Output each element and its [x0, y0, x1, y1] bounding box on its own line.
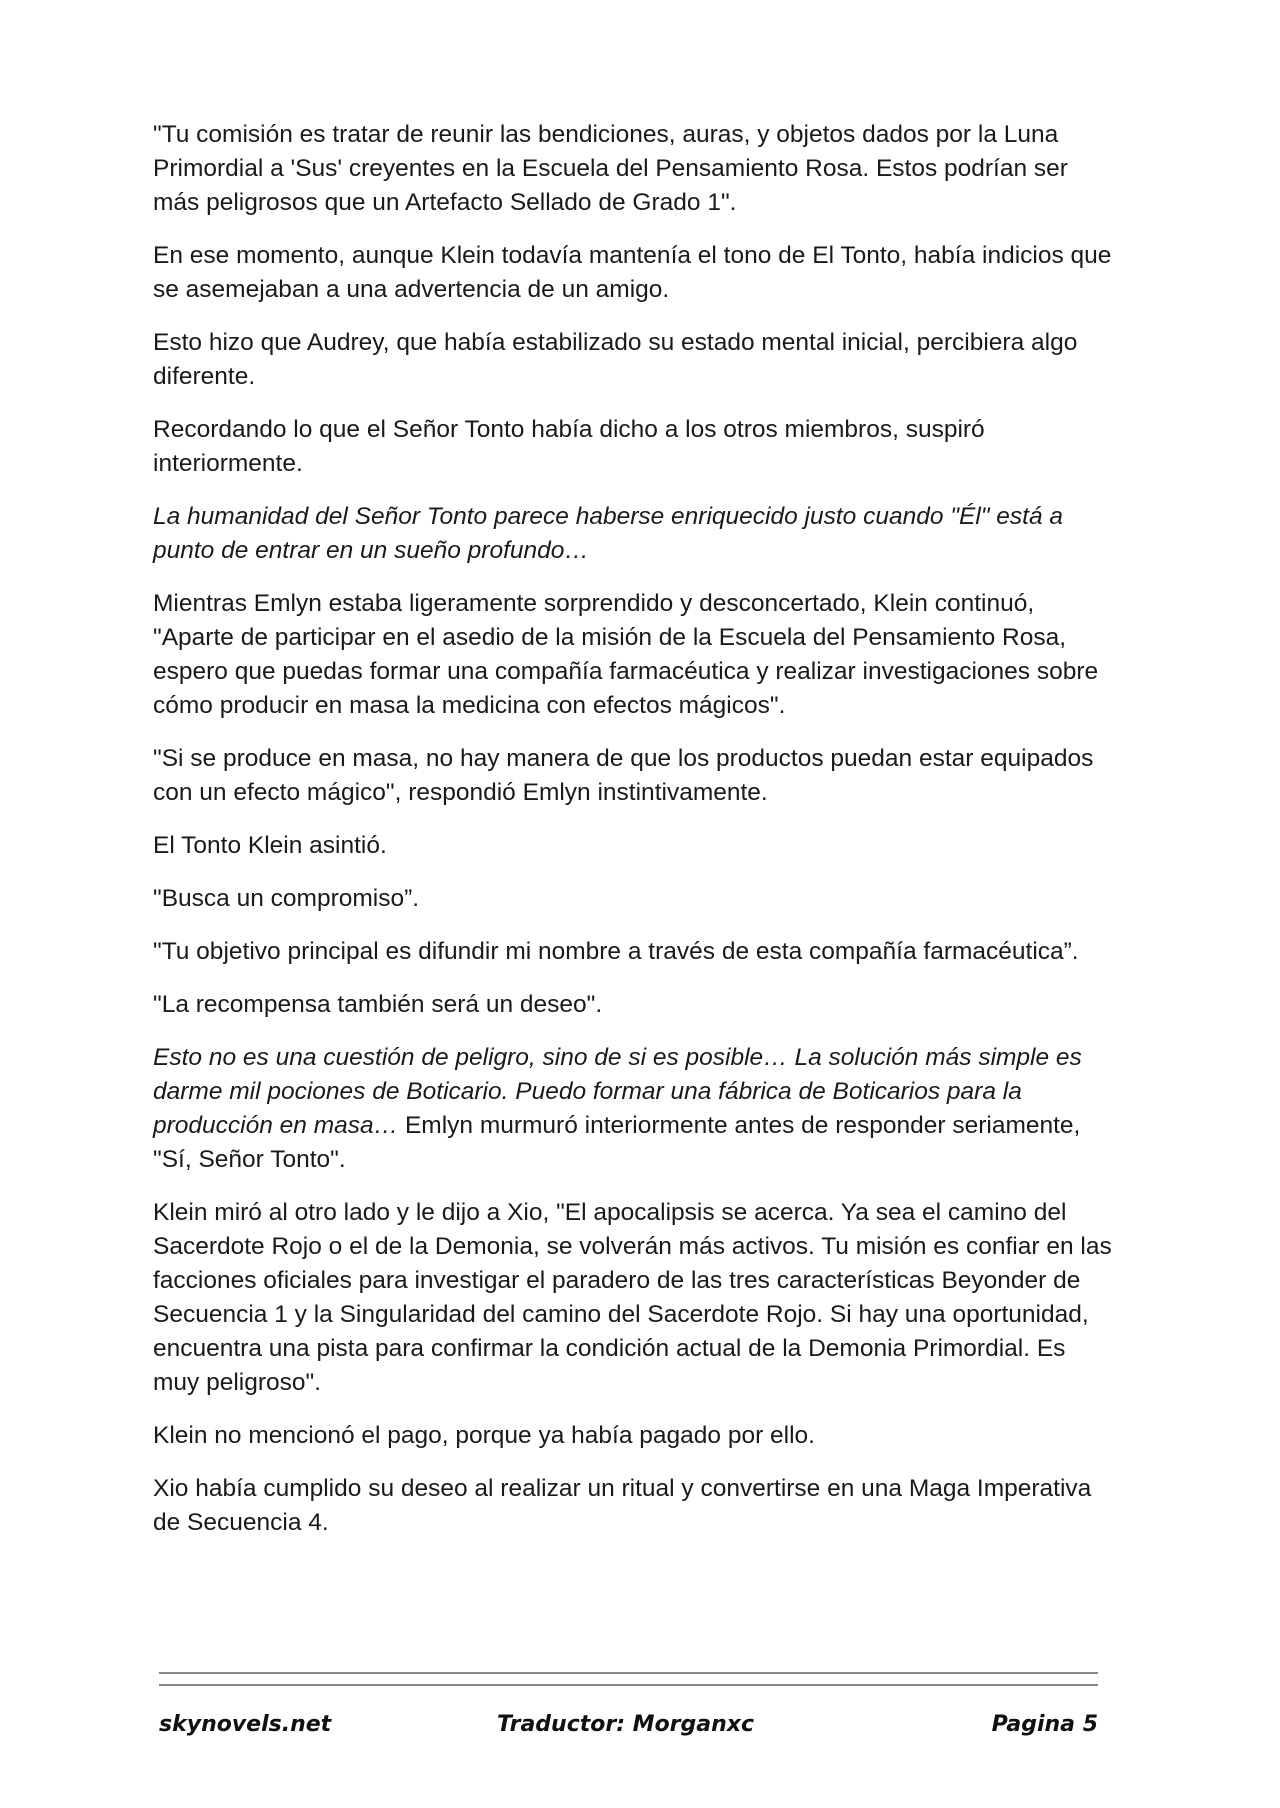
paragraph: "Si se produce en masa, no hay manera de que los productos puedan estar equipados con un efecto mágico", respondió Emlyn instintivamente.: [153, 745, 1094, 806]
paragraph: En ese momento, aunque Klein todavía mantenía el tono de El Tonto, había indicios que se asemejaban a una advertencia de un amigo.: [153, 242, 1112, 303]
paragraph: Xio había cumplido su deseo al realizar un ritual y convertirse en una Maga Imperativa de Secuencia 4.: [153, 1475, 1092, 1536]
paragraph: "Tu objetivo principal es difundir mi nombre a través de esta compañía farmacéutica”.: [153, 938, 1079, 965]
italic-thought: Esto no es una cuestión de peligro, sino de si es posible… La solución más simple es darme mil pociones de Boticario. Puedo formar una fábrica de Boticarios para la producción en masa…: [153, 1044, 1082, 1139]
footer-divider-top: [159, 1672, 1098, 1674]
paragraph: Recordando lo que el Señor Tonto había dicho a los otros miembros, suspiró interiormente.: [153, 416, 985, 477]
footer-translator: Traductor: Morganxc: [497, 1712, 755, 1737]
paragraph: "Busca un compromiso”.: [153, 885, 420, 912]
footer-site: skynovels.net: [159, 1712, 332, 1737]
page-body: [153, 118, 1113, 1559]
footer-page-number: Pagina 5: [991, 1712, 1098, 1737]
paragraph: Esto hizo que Audrey, que había estabilizado su estado mental inicial, percibiera algo diferente.: [153, 329, 1078, 390]
paragraph: "La recompensa también será un deseo".: [153, 991, 603, 1018]
paragraph-text: Emlyn murmuró interiormente antes de responder seriamente, "Sí, Señor Tonto".: [153, 1112, 1081, 1173]
paragraph: Klein miró al otro lado y le dijo a Xio, "El apocalipsis se acerca. Ya sea el camino del Sacerdote Rojo o el de la Demonia, se volverán más activos. Tu misión es confiar en las facciones oficiales para investigar el paradero de las tres características Beyonder de Secuencia 1 y la Singularidad del camino del Sacerdote Rojo. Si hay una oportunidad, encuentra una pista para confirmar la condición actual de la Demonia Primordial. Es muy peligroso".: [153, 1199, 1112, 1396]
italic-thought-paragraph: La humanidad del Señor Tonto parece haberse enriquecido justo cuando "Él" está a punto de entrar en un sueño profundo…: [153, 503, 1064, 564]
paragraph: Mientras Emlyn estaba ligeramente sorprendido y desconcertado, Klein continuó, "Aparte de participar en el asedio de la misión de la Escuela del Pensamiento Rosa, espero que puedas formar una compañía farmacéutica y realizar investigaciones sobre cómo producir en masa la medicina con efectos mágicos".: [153, 590, 1099, 719]
paragraph: El Tonto Klein asintió.: [153, 832, 387, 859]
mixed-paragraph: [153, 1041, 1113, 1177]
paragraph: "Tu comisión es tratar de reunir las bendiciones, auras, y objetos dados por la Luna Primordial a 'Sus' creyentes en la Escuela del Pensamiento Rosa. Estos podrían ser más peligrosos que un Artefacto Sellado de Grado 1".: [153, 121, 1068, 216]
page-footer: [159, 1712, 1098, 1748]
footer-divider-bottom: [159, 1684, 1098, 1686]
paragraph: Klein no mencionó el pago, porque ya había pagado por ello.: [153, 1422, 815, 1449]
